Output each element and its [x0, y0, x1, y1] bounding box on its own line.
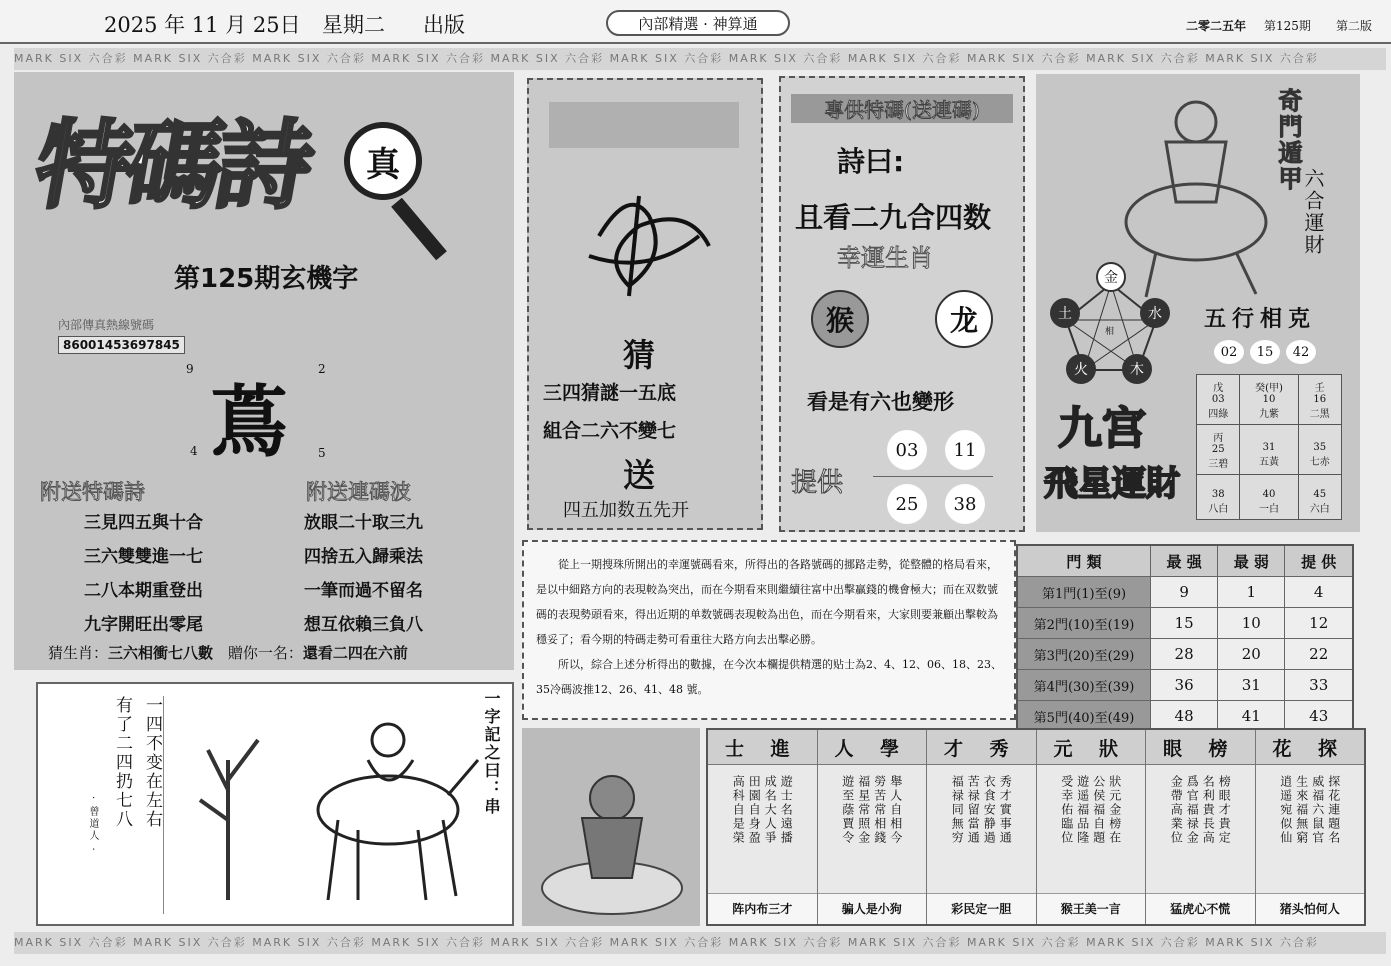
- five-num: 42: [1286, 340, 1316, 364]
- animal-dragon: 龙: [935, 290, 993, 348]
- scholar-col: [708, 730, 818, 924]
- guess-label: 猜生肖：: [48, 644, 109, 662]
- table-header: 門 類: [1017, 545, 1151, 577]
- mid-banner: [549, 102, 739, 148]
- table-header: 提 供: [1285, 545, 1353, 577]
- analysis-box: [522, 540, 1016, 720]
- scholar-line: 衣食安静過: [982, 775, 997, 845]
- table-cell: 第4門(30)至(39): [1017, 670, 1151, 701]
- scholar-line: 爲官福禄金: [1185, 775, 1200, 845]
- one-word-box: [36, 682, 514, 926]
- scholar-line: 遊至蔭賈令: [840, 775, 855, 845]
- gift-label: 贈你一名：: [227, 644, 303, 662]
- table-cell: 第1門(1)至(9): [1017, 577, 1151, 608]
- wave-line: 想互依賴三負八: [304, 615, 423, 635]
- scholar-col: [1037, 730, 1147, 924]
- table-cell: 1: [1218, 577, 1285, 608]
- scholar-col-head: 花 探: [1256, 730, 1365, 765]
- five-num: 02: [1214, 340, 1244, 364]
- gift-text: 還看二四在六前: [302, 644, 408, 662]
- table-cell: 4: [1285, 577, 1353, 608]
- nine-subtitle: 飛星運財: [1044, 464, 1180, 504]
- scholar-col-head: 元 狀: [1037, 730, 1146, 765]
- poem-lines: [84, 506, 203, 642]
- stats-table: [1016, 544, 1354, 733]
- scholar-col: [927, 730, 1037, 924]
- scholar-line: 金帶高業位: [1169, 775, 1184, 845]
- scholar-line: 榜眼才貴定: [1217, 775, 1232, 845]
- scholar-line: 福禄同無穷: [950, 775, 965, 845]
- scholar-col-head: 人 學: [818, 730, 927, 765]
- one-word-lines: [46, 696, 164, 914]
- scholar-line: 高科自是榮: [731, 775, 746, 845]
- table-cell: 43: [1285, 701, 1353, 733]
- one-word-sign: · 曾道人 ·: [87, 796, 98, 853]
- weekday: 星期二: [322, 13, 385, 37]
- table-cell: 33: [1285, 670, 1353, 701]
- scholar-line: 逍遥宛似仙: [1278, 775, 1293, 845]
- scholar-col-foot: 彩民定一胆: [927, 893, 1036, 924]
- scholar-col-head: 眼 榜: [1146, 730, 1255, 765]
- grid-cell: 35 七赤: [1298, 424, 1341, 474]
- analysis-text: 從上一期搜珠所開出的幸運號碼看來，所得出的各路號碼的挪路走勢，從整體的格局看來，是以中細路方向的表現較為突出，而在今期看來則繼續往富中出擊贏錢的機會極大；而在双数號碼的表現勢頭看來，得出近期的单数號碼表現較為出色，而在今期看來，大家則要兼顧出擊較為穩妥了；看今期的特碼走勢可看重往大路方向去出擊必勝。: [536, 558, 998, 646]
- scholar-col-row: [708, 730, 1364, 924]
- table-cell: 22: [1285, 639, 1353, 670]
- right-panel: [1036, 74, 1360, 532]
- nine-title: 九宫: [1058, 403, 1146, 454]
- one-word-line: 一四不变在左右: [142, 696, 162, 829]
- phone-label: 內部傳真熱線號碼: [58, 318, 155, 332]
- scholar-line: 名利貴長高: [1201, 775, 1216, 845]
- table-cell: 41: [1218, 701, 1285, 733]
- table-header: 最 强: [1151, 545, 1218, 577]
- guess-text: 三六相衝七八數: [108, 644, 214, 662]
- table-cell: 12: [1285, 608, 1353, 639]
- wave-label: 附送連碼波: [306, 480, 411, 504]
- scholar-col: [1146, 730, 1256, 924]
- scholar-col: [1256, 730, 1365, 924]
- scholar-line: 狀元金榜在: [1107, 775, 1122, 845]
- scholar-col-body: [1256, 765, 1365, 893]
- element-metal: 金: [1096, 262, 1126, 292]
- scholar-line: 遊士名遠播: [779, 775, 794, 845]
- provide-divider: [873, 476, 993, 477]
- issue-date: 2025 年 11 月 25日: [104, 13, 301, 37]
- magnifier-icon: [344, 122, 422, 200]
- poem-line: 二八本期重登出: [84, 581, 203, 601]
- mid-line-2: 組合二六不變七: [543, 420, 677, 442]
- table-cell: 第5門(40)至(49): [1017, 701, 1151, 733]
- guess-row: [48, 642, 408, 663]
- table-cell: 31: [1218, 670, 1285, 701]
- scholar-line: 田園自身盈: [747, 775, 762, 845]
- scholar-col-head: 才 秀: [927, 730, 1036, 765]
- five-num: 15: [1250, 340, 1280, 364]
- five-label: 五行相克: [1204, 307, 1317, 332]
- provide-label: 提供: [791, 468, 844, 498]
- zodiac-poem: 且看二九合四数: [795, 201, 992, 234]
- table-cell: 20: [1218, 639, 1285, 670]
- animal-monkey: 猴: [811, 290, 869, 348]
- rider-illustration: [188, 700, 488, 910]
- god-illustration: [522, 728, 700, 926]
- provide-num: 11: [945, 430, 985, 470]
- provide-num: 25: [887, 484, 927, 524]
- provide-num: 03: [887, 430, 927, 470]
- scribble-icon: [569, 176, 719, 306]
- scholar-line: 勞苦常相錢: [872, 775, 887, 845]
- center-badge: 內部精選 · 神算通: [606, 10, 790, 36]
- corner-num-4: 5: [318, 446, 326, 460]
- god-illustration-box: [522, 728, 700, 926]
- page-number: 第二版: [1336, 19, 1373, 33]
- table-cell: 48: [1151, 701, 1218, 733]
- grid-cell: 丙 25 三碧: [1197, 424, 1240, 474]
- scholar-col-foot: 猪头怕何人: [1256, 893, 1365, 924]
- table-row: [1017, 639, 1353, 670]
- element-earth: 土: [1050, 298, 1080, 328]
- wave-line: 放眼二十取三九: [304, 513, 423, 533]
- zodiac-line: 看是有六也變形: [807, 390, 954, 414]
- corner-num-2: 2: [318, 362, 326, 376]
- subtitle: 第125期玄機字: [174, 264, 359, 294]
- poem-label: 詩曰:: [837, 145, 905, 178]
- table-cell: 第3門(20)至(29): [1017, 639, 1151, 670]
- magnifier-handle: [391, 198, 447, 261]
- poem-line: 九字開旺出零尾: [84, 615, 203, 635]
- table-header: 最 弱: [1218, 545, 1285, 577]
- title-text: 特碼詩: [26, 110, 317, 222]
- scholar-line: 威福六鼠官: [1310, 775, 1325, 845]
- table-cell: 10: [1218, 608, 1285, 639]
- edition-label: 出版: [423, 13, 465, 37]
- table-row: [1017, 608, 1353, 639]
- scholar-col-body: [1146, 765, 1255, 893]
- scholar-line: 舉人自相今: [888, 775, 903, 845]
- mid-panel: [527, 78, 763, 530]
- table-cell: 36: [1151, 670, 1218, 701]
- scholar-columns: [706, 728, 1366, 926]
- top-mark-six-strip: MARK SIX 六合彩 MARK SIX 六合彩 MARK SIX 六合彩 MARK SIX 六合彩 MARK SIX 六合彩 MARK SIX 六合彩 MARK SIX 六合彩 MARK SIX 六合彩 MARK SIX 六合彩 MARK SIX 六合彩 MARK SIX 六合彩: [14, 48, 1386, 70]
- wave-line: 一筆而過不留名: [304, 581, 423, 601]
- scholar-col-body: [1037, 765, 1146, 893]
- element-fire: 火: [1066, 354, 1096, 384]
- scholar-line: 生來福無窮: [1294, 775, 1309, 845]
- scholar-line: 探花連題名: [1326, 775, 1341, 845]
- grid-cell: 45 六白: [1298, 474, 1341, 519]
- grid-cell: 戊 03 四綠: [1197, 375, 1240, 425]
- provide-num: 38: [945, 484, 985, 524]
- table-cell: 28: [1151, 639, 1218, 670]
- scholar-line: 苦禄留當通: [966, 775, 981, 845]
- wave-lines: [304, 506, 423, 642]
- analysis-text-2: 所以，綜合上述分析得出的數據，在今次本欄提供精選的贴士為2、4、12、06、18、23、35冷碼波推12、26、41、48 號。: [536, 658, 1002, 696]
- mid-line-1: 三四猜謎一五底: [543, 382, 677, 404]
- scholar-col-foot: 猴王美一言: [1037, 893, 1146, 924]
- scholar-col-foot: 猛虎心不慌: [1146, 893, 1255, 924]
- scholar-col-body: [708, 765, 817, 893]
- grid-cell: 40 一白: [1240, 474, 1298, 519]
- top-header: [0, 0, 1391, 44]
- scholar-col-body: [818, 765, 927, 893]
- one-word-title: 一字記之曰：串: [482, 690, 501, 816]
- grid-cell: 壬 16 二黑: [1298, 375, 1341, 425]
- scholar-line: 福星常照金: [856, 775, 871, 845]
- table-cell: 9: [1151, 577, 1218, 608]
- nine-palace-grid: [1196, 374, 1342, 520]
- scholar-col-body: [927, 765, 1036, 893]
- grid-cell: 31 五黃: [1240, 424, 1298, 474]
- title-tag: 真: [366, 144, 400, 185]
- poem-line: 三六雙雙進一七: [84, 547, 203, 567]
- poem-label: 附送特碼詩: [40, 480, 145, 504]
- scholar-line: 成名大人爭: [763, 775, 778, 845]
- scholar-col-foot: 阵内布三才: [708, 893, 817, 924]
- qimen-subtitle: 六合運財: [1301, 168, 1325, 256]
- scholar-col-head: 士 進: [708, 730, 817, 765]
- element-water: 水: [1140, 298, 1170, 328]
- table-row: [1017, 577, 1353, 608]
- issue-cn: 二零二五年: [1186, 19, 1247, 33]
- scholar-line: 秀才實事通: [998, 775, 1013, 845]
- scholar-col: [818, 730, 928, 924]
- scholar-line: 公侯福自題: [1091, 775, 1106, 845]
- guess-char: 猜: [623, 336, 656, 374]
- grid-cell: 38 八白: [1197, 474, 1240, 519]
- scholar-col-foot: 骗人是小狗: [818, 893, 927, 924]
- one-word-line: 有了二四扔七八: [112, 696, 132, 829]
- corner-num-1: 9: [186, 362, 194, 376]
- zodiac-banner: 專供特碼(送連碼): [791, 94, 1013, 123]
- table-cell: 15: [1151, 608, 1218, 639]
- scholar-line: 受幸佑臨位: [1059, 775, 1074, 845]
- left-panel: [14, 72, 514, 670]
- table-row: [1017, 670, 1353, 701]
- qimen-title: 奇門遁甲: [1274, 88, 1303, 192]
- phone-number: 86001453697845: [58, 336, 185, 354]
- zodiac-panel: [779, 76, 1025, 532]
- lucky-label: 幸運生肖: [837, 244, 933, 272]
- element-wood: 木: [1122, 354, 1152, 384]
- send-char: 送: [623, 456, 656, 494]
- mid-line-3: 四五加数五先开: [563, 500, 689, 521]
- wave-line: 四捨五入歸乘法: [304, 547, 423, 567]
- element-center: 相: [1105, 327, 1115, 337]
- poem-line: 三見四五與十合: [84, 513, 203, 533]
- bottom-mark-six-strip: MARK SIX 六合彩 MARK SIX 六合彩 MARK SIX 六合彩 MARK SIX 六合彩 MARK SIX 六合彩 MARK SIX 六合彩 MARK SIX 六合彩 MARK SIX 六合彩 MARK SIX 六合彩 MARK SIX 六合彩 MARK SIX 六合彩: [14, 932, 1386, 954]
- table-cell: 第2門(10)至(19): [1017, 608, 1151, 639]
- riddle-char: 蔦: [210, 378, 289, 468]
- issue-number: 第125期: [1264, 19, 1311, 33]
- corner-num-3: 4: [190, 444, 198, 458]
- scholar-line: 遊遥福品隆: [1075, 775, 1090, 845]
- grid-cell: 癸(甲) 10 九紫: [1240, 375, 1298, 425]
